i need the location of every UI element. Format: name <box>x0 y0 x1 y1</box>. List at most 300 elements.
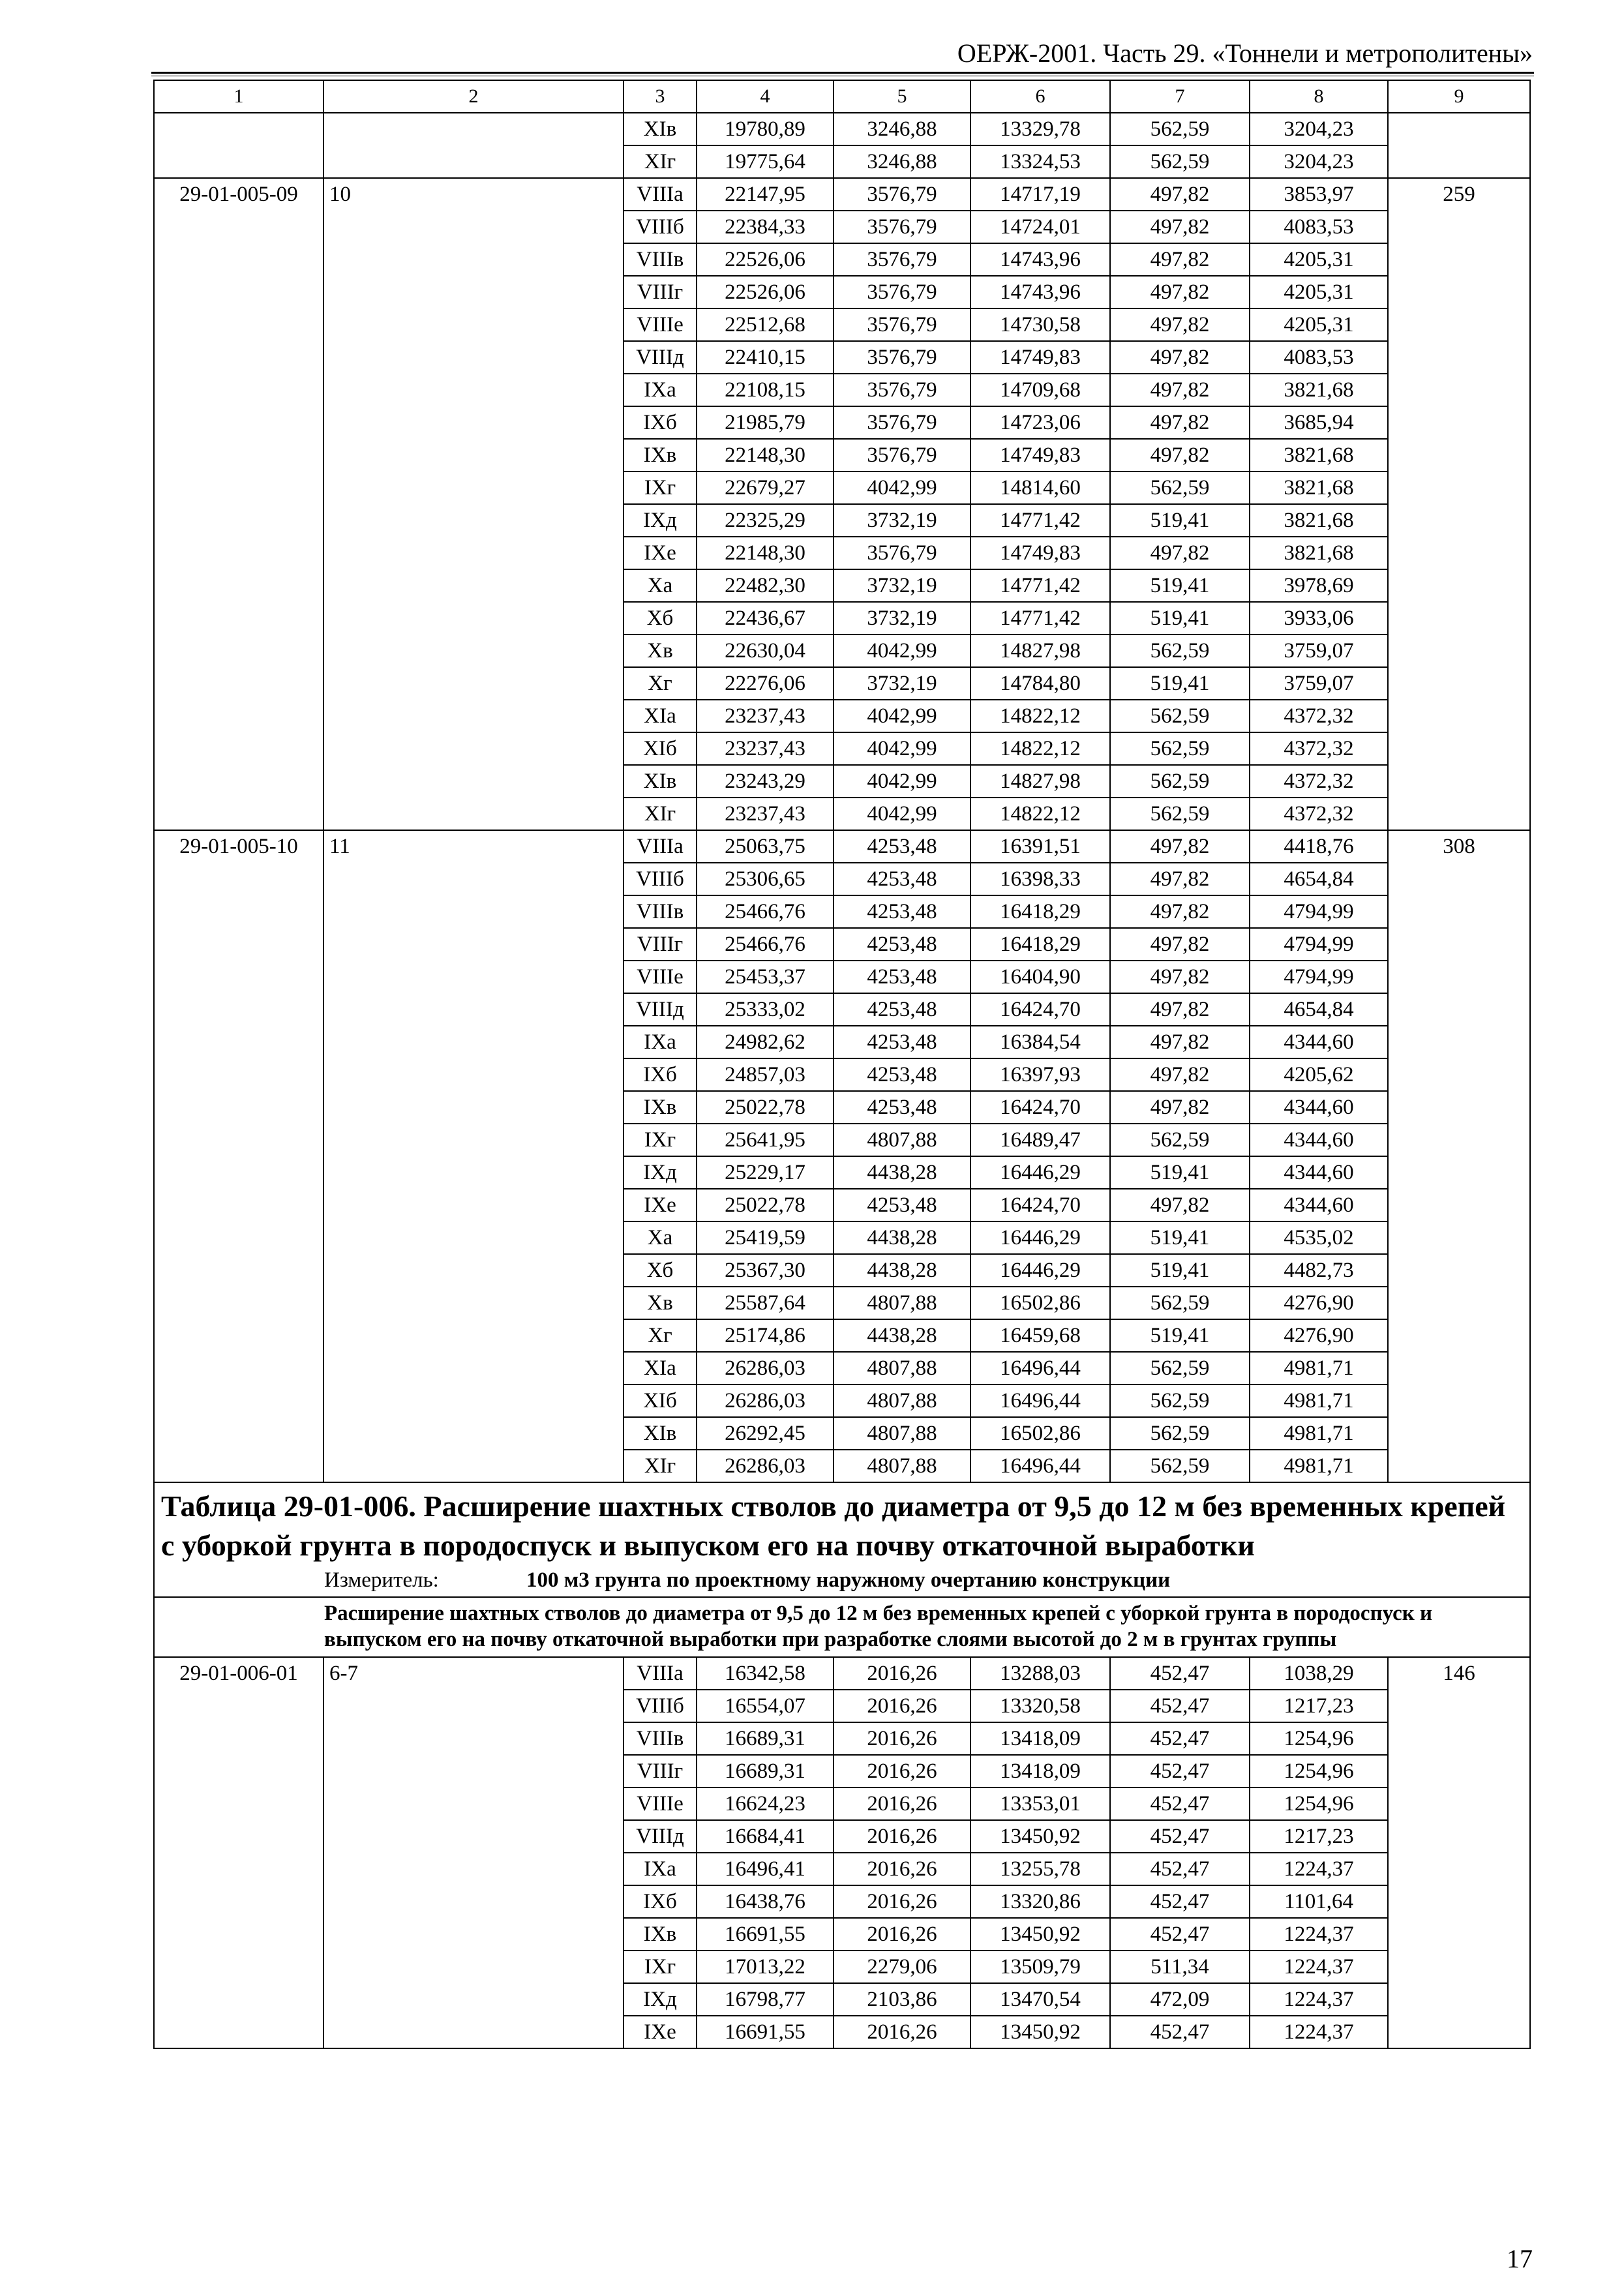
cell-col-3: VIIIд <box>624 993 697 1026</box>
cell-col-3: XIв <box>624 113 697 145</box>
cell-col-3: IXб <box>624 1058 697 1091</box>
cell-col-7: 562,59 <box>1110 145 1250 178</box>
cell-col-6: 16496,44 <box>970 1352 1110 1384</box>
cell-col-8: 4981,71 <box>1250 1384 1388 1417</box>
cell-col-6: 16418,29 <box>970 928 1110 961</box>
cell-col-7: 452,47 <box>1110 1820 1250 1853</box>
cell-col-3: IXб <box>624 1885 697 1918</box>
cell-col-8: 3933,06 <box>1250 602 1388 635</box>
cell-col-8: 4794,99 <box>1250 961 1388 993</box>
cell-col-8: 4654,84 <box>1250 993 1388 1026</box>
cell-col-6: 14771,42 <box>970 504 1110 537</box>
cell-col-8: 3821,68 <box>1250 504 1388 537</box>
cell-col-6: 13255,78 <box>970 1853 1110 1885</box>
cell-col-3: IXд <box>624 1983 697 2016</box>
cell-col-7: 562,59 <box>1110 700 1250 732</box>
cell-col-7: 562,59 <box>1110 732 1250 765</box>
cell-col-7: 452,47 <box>1110 1722 1250 1755</box>
cell-col-5: 3576,79 <box>834 374 970 406</box>
cell-col-7: 511,34 <box>1110 1951 1250 1983</box>
cell-col-8: 3821,68 <box>1250 439 1388 471</box>
cell-col-8: 3204,23 <box>1250 145 1388 178</box>
rate-column-9: 308 <box>1388 830 1530 1482</box>
table-row <box>154 830 1530 863</box>
cell-col-4: 16691,55 <box>697 1918 834 1951</box>
cell-col-6: 16397,93 <box>970 1058 1110 1091</box>
cell-col-8: 1101,64 <box>1250 1885 1388 1918</box>
cell-col-8: 4372,32 <box>1250 732 1388 765</box>
measure-label: Измеритель: <box>324 1568 439 1592</box>
cell-col-7: 497,82 <box>1110 830 1250 863</box>
cell-col-7: 519,41 <box>1110 1319 1250 1352</box>
cell-col-8: 1224,37 <box>1250 2016 1388 2048</box>
cell-col-5: 2016,26 <box>834 1722 970 1755</box>
cell-col-8: 4344,60 <box>1250 1091 1388 1124</box>
cell-col-4: 25022,78 <box>697 1091 834 1124</box>
cell-col-4: 25587,64 <box>697 1287 834 1319</box>
cell-col-5: 2016,26 <box>834 1755 970 1788</box>
cell-col-3: XIг <box>624 1450 697 1482</box>
cell-col-7: 562,59 <box>1110 1352 1250 1384</box>
cell-col-3: IXа <box>624 1026 697 1058</box>
cell-col-3: Xа <box>624 1221 697 1254</box>
cell-col-4: 25174,86 <box>697 1319 834 1352</box>
cell-col-5: 4438,28 <box>834 1221 970 1254</box>
cell-col-5: 4438,28 <box>834 1319 970 1352</box>
cell-col-8: 3685,94 <box>1250 406 1388 439</box>
cell-col-3: VIIIа <box>624 178 697 211</box>
cell-col-4: 22147,95 <box>697 178 834 211</box>
cell-col-6: 16446,29 <box>970 1156 1110 1189</box>
cell-col-5: 4807,88 <box>834 1352 970 1384</box>
cell-col-3: IXг <box>624 1124 697 1156</box>
cell-col-3: VIIIд <box>624 1820 697 1853</box>
cell-col-5: 4438,28 <box>834 1254 970 1287</box>
cell-col-4: 23237,43 <box>697 798 834 830</box>
column-number: 2 <box>323 80 624 113</box>
cell-col-6: 16424,70 <box>970 993 1110 1026</box>
cell-col-7: 497,82 <box>1110 993 1250 1026</box>
cell-col-4: 25333,02 <box>697 993 834 1026</box>
page-number: 17 <box>1507 2244 1533 2273</box>
cell-col-6: 13450,92 <box>970 1820 1110 1853</box>
cell-col-4: 25466,76 <box>697 895 834 928</box>
cell-col-5: 4253,48 <box>834 895 970 928</box>
cell-col-7: 452,47 <box>1110 1788 1250 1820</box>
cell-col-5: 2016,26 <box>834 1657 970 1690</box>
cell-col-5: 4042,99 <box>834 765 970 798</box>
cell-col-6: 14814,60 <box>970 471 1110 504</box>
table-006-title: Таблица 29-01-006. Расширение шахтных стволов до диаметра от 9,5 до 12 м без временных крепей с уборкой грунта в породоспуск и выпуском его на почву откаточной выработки <box>161 1489 1506 1562</box>
cell-col-7: 452,47 <box>1110 1690 1250 1722</box>
cell-col-6: 14822,12 <box>970 700 1110 732</box>
cell-col-5: 4042,99 <box>834 700 970 732</box>
cell-col-4: 22148,30 <box>697 537 834 569</box>
cell-col-4: 16798,77 <box>697 1983 834 2016</box>
cell-col-3: VIIIд <box>624 341 697 374</box>
cell-col-6: 14717,19 <box>970 178 1110 211</box>
cell-col-8: 4083,53 <box>1250 211 1388 243</box>
cell-col-3: IXе <box>624 1189 697 1221</box>
rate-parameter: 10 <box>323 178 624 830</box>
cell-col-7: 497,82 <box>1110 928 1250 961</box>
cell-col-6: 13418,09 <box>970 1755 1110 1788</box>
cell-col-8: 4794,99 <box>1250 928 1388 961</box>
cell-col-3: IXе <box>624 2016 697 2048</box>
cell-col-6: 16398,33 <box>970 863 1110 895</box>
cell-col-6: 16446,29 <box>970 1254 1110 1287</box>
cell-col-5: 3576,79 <box>834 308 970 341</box>
cell-col-3: VIIIв <box>624 243 697 276</box>
cell-col-8: 4372,32 <box>1250 798 1388 830</box>
rate-code: 29-01-005-10 <box>154 830 323 1482</box>
cell-col-6: 16459,68 <box>970 1319 1110 1352</box>
cell-col-7: 562,59 <box>1110 765 1250 798</box>
cell-col-7: 562,59 <box>1110 1124 1250 1156</box>
cell-col-7: 562,59 <box>1110 1450 1250 1482</box>
cell-col-3: VIIIе <box>624 961 697 993</box>
cell-col-3: IXд <box>624 1156 697 1189</box>
cell-col-8: 4205,31 <box>1250 243 1388 276</box>
cell-col-3: XIг <box>624 798 697 830</box>
cell-col-3: Xв <box>624 635 697 667</box>
cell-col-8: 1224,37 <box>1250 1918 1388 1951</box>
cell-col-8: 1224,37 <box>1250 1853 1388 1885</box>
cell-col-6: 13450,92 <box>970 2016 1110 2048</box>
column-number: 6 <box>970 80 1110 113</box>
cell-col-8: 3821,68 <box>1250 537 1388 569</box>
cell-col-4: 23243,29 <box>697 765 834 798</box>
column-number: 3 <box>624 80 697 113</box>
cell-col-5: 2016,26 <box>834 1853 970 1885</box>
cell-col-6: 13418,09 <box>970 1722 1110 1755</box>
cell-col-8: 1038,29 <box>1250 1657 1388 1690</box>
cell-col-8: 1224,37 <box>1250 1951 1388 1983</box>
cell-col-5: 3576,79 <box>834 243 970 276</box>
cell-col-3: IXг <box>624 1951 697 1983</box>
cell-col-7: 497,82 <box>1110 439 1250 471</box>
cell-col-3: IXб <box>624 406 697 439</box>
rate-code: 29-01-006-01 <box>154 1657 323 2048</box>
cell-col-5: 4253,48 <box>834 1058 970 1091</box>
rates-table-container <box>153 80 1529 2049</box>
cell-col-6: 13509,79 <box>970 1951 1110 1983</box>
cell-col-6: 16424,70 <box>970 1091 1110 1124</box>
cell-col-5: 4042,99 <box>834 732 970 765</box>
cell-col-6: 14771,42 <box>970 602 1110 635</box>
cell-col-6: 14743,96 <box>970 276 1110 308</box>
cell-col-4: 25466,76 <box>697 928 834 961</box>
cell-col-7: 497,82 <box>1110 537 1250 569</box>
cell-col-4: 16689,31 <box>697 1755 834 1788</box>
cell-col-7: 497,82 <box>1110 1189 1250 1221</box>
cell-col-8: 1254,96 <box>1250 1788 1388 1820</box>
cell-col-6: 16496,44 <box>970 1384 1110 1417</box>
cell-col-3: Xб <box>624 1254 697 1287</box>
rate-parameter: 6-7 <box>323 1657 624 2048</box>
cell-col-6: 14723,06 <box>970 406 1110 439</box>
cell-col-7: 519,41 <box>1110 504 1250 537</box>
column-numbers-row <box>154 80 1530 113</box>
cell-col-4: 17013,22 <box>697 1951 834 1983</box>
table-006-title-cell <box>154 1482 1530 1597</box>
cell-col-8: 3853,97 <box>1250 178 1388 211</box>
cell-col-5: 3732,19 <box>834 602 970 635</box>
cell-col-7: 519,41 <box>1110 569 1250 602</box>
cell-col-8: 4981,71 <box>1250 1450 1388 1482</box>
cell-col-4: 25022,78 <box>697 1189 834 1221</box>
cell-col-3: Xг <box>624 667 697 700</box>
cell-col-3: Xг <box>624 1319 697 1352</box>
cell-col-3: VIIIб <box>624 211 697 243</box>
cell-col-6: 14784,80 <box>970 667 1110 700</box>
cell-col-4: 25306,65 <box>697 863 834 895</box>
cell-col-7: 519,41 <box>1110 602 1250 635</box>
cell-col-7: 497,82 <box>1110 1026 1250 1058</box>
table-row <box>154 178 1530 211</box>
rate-parameter: 11 <box>323 830 624 1482</box>
cell-col-7: 452,47 <box>1110 2016 1250 2048</box>
cell-col-5: 3576,79 <box>834 406 970 439</box>
cell-col-6: 14709,68 <box>970 374 1110 406</box>
cell-col-4: 16342,58 <box>697 1657 834 1690</box>
cell-col-8: 1254,96 <box>1250 1755 1388 1788</box>
cell-col-5: 2016,26 <box>834 1690 970 1722</box>
cell-col-5: 3576,79 <box>834 439 970 471</box>
cell-col-6: 14743,96 <box>970 243 1110 276</box>
cell-col-4: 22482,30 <box>697 569 834 602</box>
cell-col-4: 22512,68 <box>697 308 834 341</box>
cell-col-4: 22410,15 <box>697 341 834 374</box>
cell-col-6: 14822,12 <box>970 732 1110 765</box>
cell-col-4: 22148,30 <box>697 439 834 471</box>
cell-col-4: 22630,04 <box>697 635 834 667</box>
cell-col-4: 26286,03 <box>697 1450 834 1482</box>
cell-col-8: 3204,23 <box>1250 113 1388 145</box>
column-number: 1 <box>154 80 323 113</box>
cell-col-5: 3732,19 <box>834 667 970 700</box>
cell-col-6: 14822,12 <box>970 798 1110 830</box>
cell-col-5: 3732,19 <box>834 569 970 602</box>
cell-col-6: 14771,42 <box>970 569 1110 602</box>
cell-col-3: XIа <box>624 1352 697 1384</box>
cell-col-3: VIIIе <box>624 308 697 341</box>
cell-col-5: 4253,48 <box>834 961 970 993</box>
cell-col-5: 4042,99 <box>834 471 970 504</box>
cell-col-7: 497,82 <box>1110 341 1250 374</box>
table-006-title-row <box>154 1482 1530 1597</box>
cell-col-8: 4981,71 <box>1250 1417 1388 1450</box>
cell-col-5: 3576,79 <box>834 178 970 211</box>
cell-col-8: 4372,32 <box>1250 700 1388 732</box>
cell-col-8: 4276,90 <box>1250 1319 1388 1352</box>
cell-col-6: 13329,78 <box>970 113 1110 145</box>
cell-col-5: 3246,88 <box>834 113 970 145</box>
cell-col-5: 3576,79 <box>834 537 970 569</box>
header-rule <box>151 72 1534 74</box>
cell-col-3: IXв <box>624 439 697 471</box>
cell-col-4: 23237,43 <box>697 732 834 765</box>
cell-col-7: 519,41 <box>1110 1221 1250 1254</box>
cell-col-6: 16446,29 <box>970 1221 1110 1254</box>
cell-col-5: 4253,48 <box>834 993 970 1026</box>
cell-col-4: 26286,03 <box>697 1384 834 1417</box>
cell-col-3: Xб <box>624 602 697 635</box>
cell-col-8: 4344,60 <box>1250 1026 1388 1058</box>
cell-col-8: 4981,71 <box>1250 1352 1388 1384</box>
cell-col-4: 23237,43 <box>697 700 834 732</box>
cell-col-7: 497,82 <box>1110 961 1250 993</box>
cell-col-3: IXд <box>624 504 697 537</box>
cell-col-6: 13288,03 <box>970 1657 1110 1690</box>
cell-col-6: 13470,54 <box>970 1983 1110 2016</box>
cell-col-3: Xв <box>624 1287 697 1319</box>
cell-col-3: IXг <box>624 471 697 504</box>
cell-col-5: 2016,26 <box>834 1885 970 1918</box>
cell-col-3: IXв <box>624 1091 697 1124</box>
cell-col-5: 2016,26 <box>834 1788 970 1820</box>
cell-col-3: VIIIг <box>624 276 697 308</box>
cell-col-3: VIIIе <box>624 1788 697 1820</box>
cell-col-6: 14749,83 <box>970 341 1110 374</box>
cell-col-3: XIб <box>624 1384 697 1417</box>
cell-col-7: 497,82 <box>1110 211 1250 243</box>
cell-col-3: VIIIв <box>624 895 697 928</box>
cell-col-4: 25453,37 <box>697 961 834 993</box>
cell-col-4: 22108,15 <box>697 374 834 406</box>
cell-col-4: 25641,95 <box>697 1124 834 1156</box>
cell-col-4: 22526,06 <box>697 243 834 276</box>
cell-col-7: 452,47 <box>1110 1657 1250 1690</box>
cell-col-6: 16418,29 <box>970 895 1110 928</box>
cell-col-3: VIIIг <box>624 928 697 961</box>
cell-col-7: 497,82 <box>1110 178 1250 211</box>
cell-col-7: 562,59 <box>1110 1417 1250 1450</box>
cell-col-8: 4344,60 <box>1250 1156 1388 1189</box>
cell-col-7: 452,47 <box>1110 1918 1250 1951</box>
cell-col-4: 24857,03 <box>697 1058 834 1091</box>
cell-col-4: 26292,45 <box>697 1417 834 1450</box>
cell-col-3: XIг <box>624 145 697 178</box>
cell-col-4: 22679,27 <box>697 471 834 504</box>
cell-col-6: 16424,70 <box>970 1189 1110 1221</box>
cell-col-5: 3576,79 <box>834 276 970 308</box>
cell-col-3: XIв <box>624 765 697 798</box>
cell-col-6: 13320,58 <box>970 1690 1110 1722</box>
cell-col-8: 4276,90 <box>1250 1287 1388 1319</box>
cell-col-6: 16502,86 <box>970 1287 1110 1319</box>
cell-col-8: 4344,60 <box>1250 1124 1388 1156</box>
rates-table <box>153 80 1531 2049</box>
cell-col-7: 497,82 <box>1110 863 1250 895</box>
cell-col-5: 4438,28 <box>834 1156 970 1189</box>
cell-col-6: 16489,47 <box>970 1124 1110 1156</box>
cell-col-6: 13450,92 <box>970 1918 1110 1951</box>
cell-col-4: 26286,03 <box>697 1352 834 1384</box>
cell-col-3: XIа <box>624 700 697 732</box>
cell-col-8: 4344,60 <box>1250 1189 1388 1221</box>
cell-col-8: 1217,23 <box>1250 1690 1388 1722</box>
cell-col-5: 4807,88 <box>834 1450 970 1482</box>
cell-col-4: 16496,41 <box>697 1853 834 1885</box>
cell-col-6: 14827,98 <box>970 635 1110 667</box>
cell-col-7: 497,82 <box>1110 1058 1250 1091</box>
cell-col-8: 4535,02 <box>1250 1221 1388 1254</box>
cell-col-6: 16502,86 <box>970 1417 1110 1450</box>
cell-col-6: 14749,83 <box>970 439 1110 471</box>
cell-col-8: 4418,76 <box>1250 830 1388 863</box>
cell-col-6: 13320,86 <box>970 1885 1110 1918</box>
cell-col-8: 4083,53 <box>1250 341 1388 374</box>
cell-col-4: 22325,29 <box>697 504 834 537</box>
measure-line <box>161 1566 1523 1594</box>
cell-col-8: 4205,62 <box>1250 1058 1388 1091</box>
rate-column-9 <box>1388 113 1530 178</box>
cell-col-7: 497,82 <box>1110 1091 1250 1124</box>
cell-col-3: VIIIб <box>624 1690 697 1722</box>
cell-col-5: 4253,48 <box>834 1189 970 1221</box>
cell-col-8: 3759,07 <box>1250 667 1388 700</box>
cell-col-6: 14724,01 <box>970 211 1110 243</box>
cell-col-8: 4794,99 <box>1250 895 1388 928</box>
cell-col-4: 21985,79 <box>697 406 834 439</box>
cell-col-8: 4205,31 <box>1250 308 1388 341</box>
cell-col-5: 4807,88 <box>834 1384 970 1417</box>
cell-col-8: 4205,31 <box>1250 276 1388 308</box>
cell-col-5: 4253,48 <box>834 830 970 863</box>
cell-col-3: XIб <box>624 732 697 765</box>
cell-col-5: 4253,48 <box>834 1091 970 1124</box>
cell-col-7: 452,47 <box>1110 1853 1250 1885</box>
cell-col-5: 2016,26 <box>834 1918 970 1951</box>
cell-col-8: 4654,84 <box>1250 863 1388 895</box>
cell-col-8: 3978,69 <box>1250 569 1388 602</box>
cell-col-8: 1217,23 <box>1250 1820 1388 1853</box>
cell-col-8: 1254,96 <box>1250 1722 1388 1755</box>
cell-col-4: 22526,06 <box>697 276 834 308</box>
cell-col-3: IXе <box>624 537 697 569</box>
cell-col-5: 2279,06 <box>834 1951 970 1983</box>
cell-col-5: 4253,48 <box>834 863 970 895</box>
column-number: 4 <box>697 80 834 113</box>
cell-col-3: VIIIв <box>624 1722 697 1755</box>
cell-col-4: 16684,41 <box>697 1820 834 1853</box>
cell-col-7: 452,47 <box>1110 1885 1250 1918</box>
cell-col-6: 16391,51 <box>970 830 1110 863</box>
cell-col-7: 519,41 <box>1110 1156 1250 1189</box>
cell-col-8: 3821,68 <box>1250 374 1388 406</box>
cell-col-8: 3759,07 <box>1250 635 1388 667</box>
cell-col-4: 19775,64 <box>697 145 834 178</box>
cell-col-3: VIIIа <box>624 830 697 863</box>
rate-code <box>154 113 323 178</box>
measure-value: 100 м3 грунта по проектному наружному очертанию конструкции <box>526 1568 1171 1592</box>
cell-col-7: 562,59 <box>1110 798 1250 830</box>
cell-col-5: 2103,86 <box>834 1983 970 2016</box>
cell-col-7: 562,59 <box>1110 635 1250 667</box>
cell-col-7: 497,82 <box>1110 406 1250 439</box>
cell-col-5: 3246,88 <box>834 145 970 178</box>
cell-col-7: 519,41 <box>1110 1254 1250 1287</box>
cell-col-8: 4482,73 <box>1250 1254 1388 1287</box>
cell-col-7: 562,59 <box>1110 113 1250 145</box>
cell-col-4: 22276,06 <box>697 667 834 700</box>
column-number: 8 <box>1250 80 1388 113</box>
cell-col-3: IXа <box>624 374 697 406</box>
cell-col-5: 3576,79 <box>834 341 970 374</box>
cell-col-4: 25229,17 <box>697 1156 834 1189</box>
cell-col-7: 562,59 <box>1110 471 1250 504</box>
